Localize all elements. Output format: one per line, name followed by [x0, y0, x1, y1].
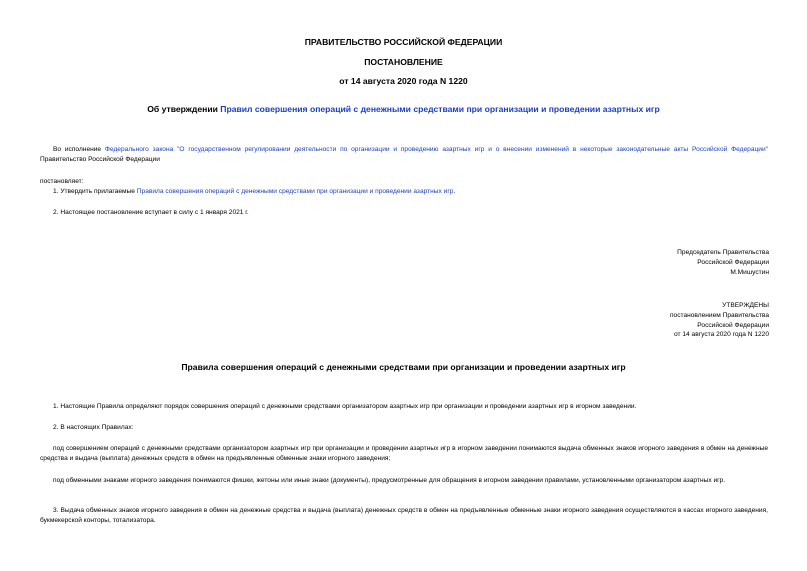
title-rules-link[interactable]: Правил совершения операций с денежными средствами при организации и проведении азартных игр: [220, 104, 660, 114]
rules-paragraph-1: 1. Настоящие Правила определяют порядок совершения операций с денежными средствами организатором азартных игр при организации и проведении азартных игр в игорном заведении.: [53, 403, 637, 410]
government-heading: ПРАВИТЕЛЬСТВО РОССИЙСКОЙ ФЕДЕРАЦИИ: [304, 37, 503, 47]
rules-link[interactable]: Правила совершения операций с денежными средствами при организации и проведении азартных игр: [136, 188, 454, 195]
preamble-paragraph: [40, 145, 768, 164]
approval-line-4: от 14 августа 2020 года N 1220: [674, 331, 769, 339]
federal-law-link[interactable]: Федерального закона "О государственном регулировании деятельности по организации и проведению азартных игр и о внесении изменений в некоторые законодательные акты Российской Федерации": [104, 146, 768, 153]
title-prefix: Об утверждении: [147, 104, 221, 114]
signature-block: [677, 248, 769, 277]
document-type: ПОСТАНОВЛЕНИЕ: [364, 57, 443, 67]
item-1: [40, 187, 768, 197]
item-1-prefix: 1. Утвердить прилагаемые: [53, 188, 137, 195]
item-2: 2. Настоящее постановление вступает в силу с 1 января 2021 г.: [53, 209, 249, 216]
signature-line-2: Российской Федерации: [697, 258, 769, 266]
rules-paragraph-2a: под совершением операций с денежными средствами организатором азартных игр при организации и проведении азартных игр в игорном заведении понимаются выдача обменных знаков игорного заведения в обмен на денежные средства и выдача (выплата) денежных средств в обмен на предъявленные обменные знаки игорного заведения;: [40, 445, 768, 462]
decree-word: постановляет:: [40, 178, 84, 185]
approval-line-3: Российской Федерации: [697, 321, 769, 329]
approval-line-2: постановлением Правительства: [669, 311, 769, 319]
approval-line-1: УТВЕРЖДЕНЫ: [722, 302, 769, 309]
rules-paragraph-3: 3. Выдача обменных знаков игорного заведения в обмен на денежные средства и выдача (выплата) денежных средств в обмен на предъявленные обменные знаки игорного заведения осуществляются в кассах игорного заведения, букмекерской конторы, тотализатора.: [40, 507, 768, 524]
rules-paragraph-2: 2. В настоящих Правилах:: [53, 424, 134, 431]
document-date-number: от 14 августа 2020 года N 1220: [339, 76, 468, 86]
preamble-suffix: Правительство Российской Федерации: [40, 155, 160, 163]
rules-title: Правила совершения операций с денежными средствами при организации и проведении азартных игр: [181, 362, 626, 372]
document-title: [0, 104, 807, 114]
preamble-prefix: Во исполнение: [53, 146, 105, 153]
signature-line-3: М.Мишустин: [730, 268, 769, 276]
item-1-suffix: .: [453, 188, 456, 195]
signature-line-1: Председатель Правительства: [677, 249, 769, 256]
approval-block: [670, 301, 769, 340]
rules-paragraph-2b: под обменными знаками игорного заведения понимаются фишки, жетоны или иные знаки (документы), предусмотренные для обращения в игорном заведении правилами, установленными организатором азартных игр.: [53, 477, 726, 484]
